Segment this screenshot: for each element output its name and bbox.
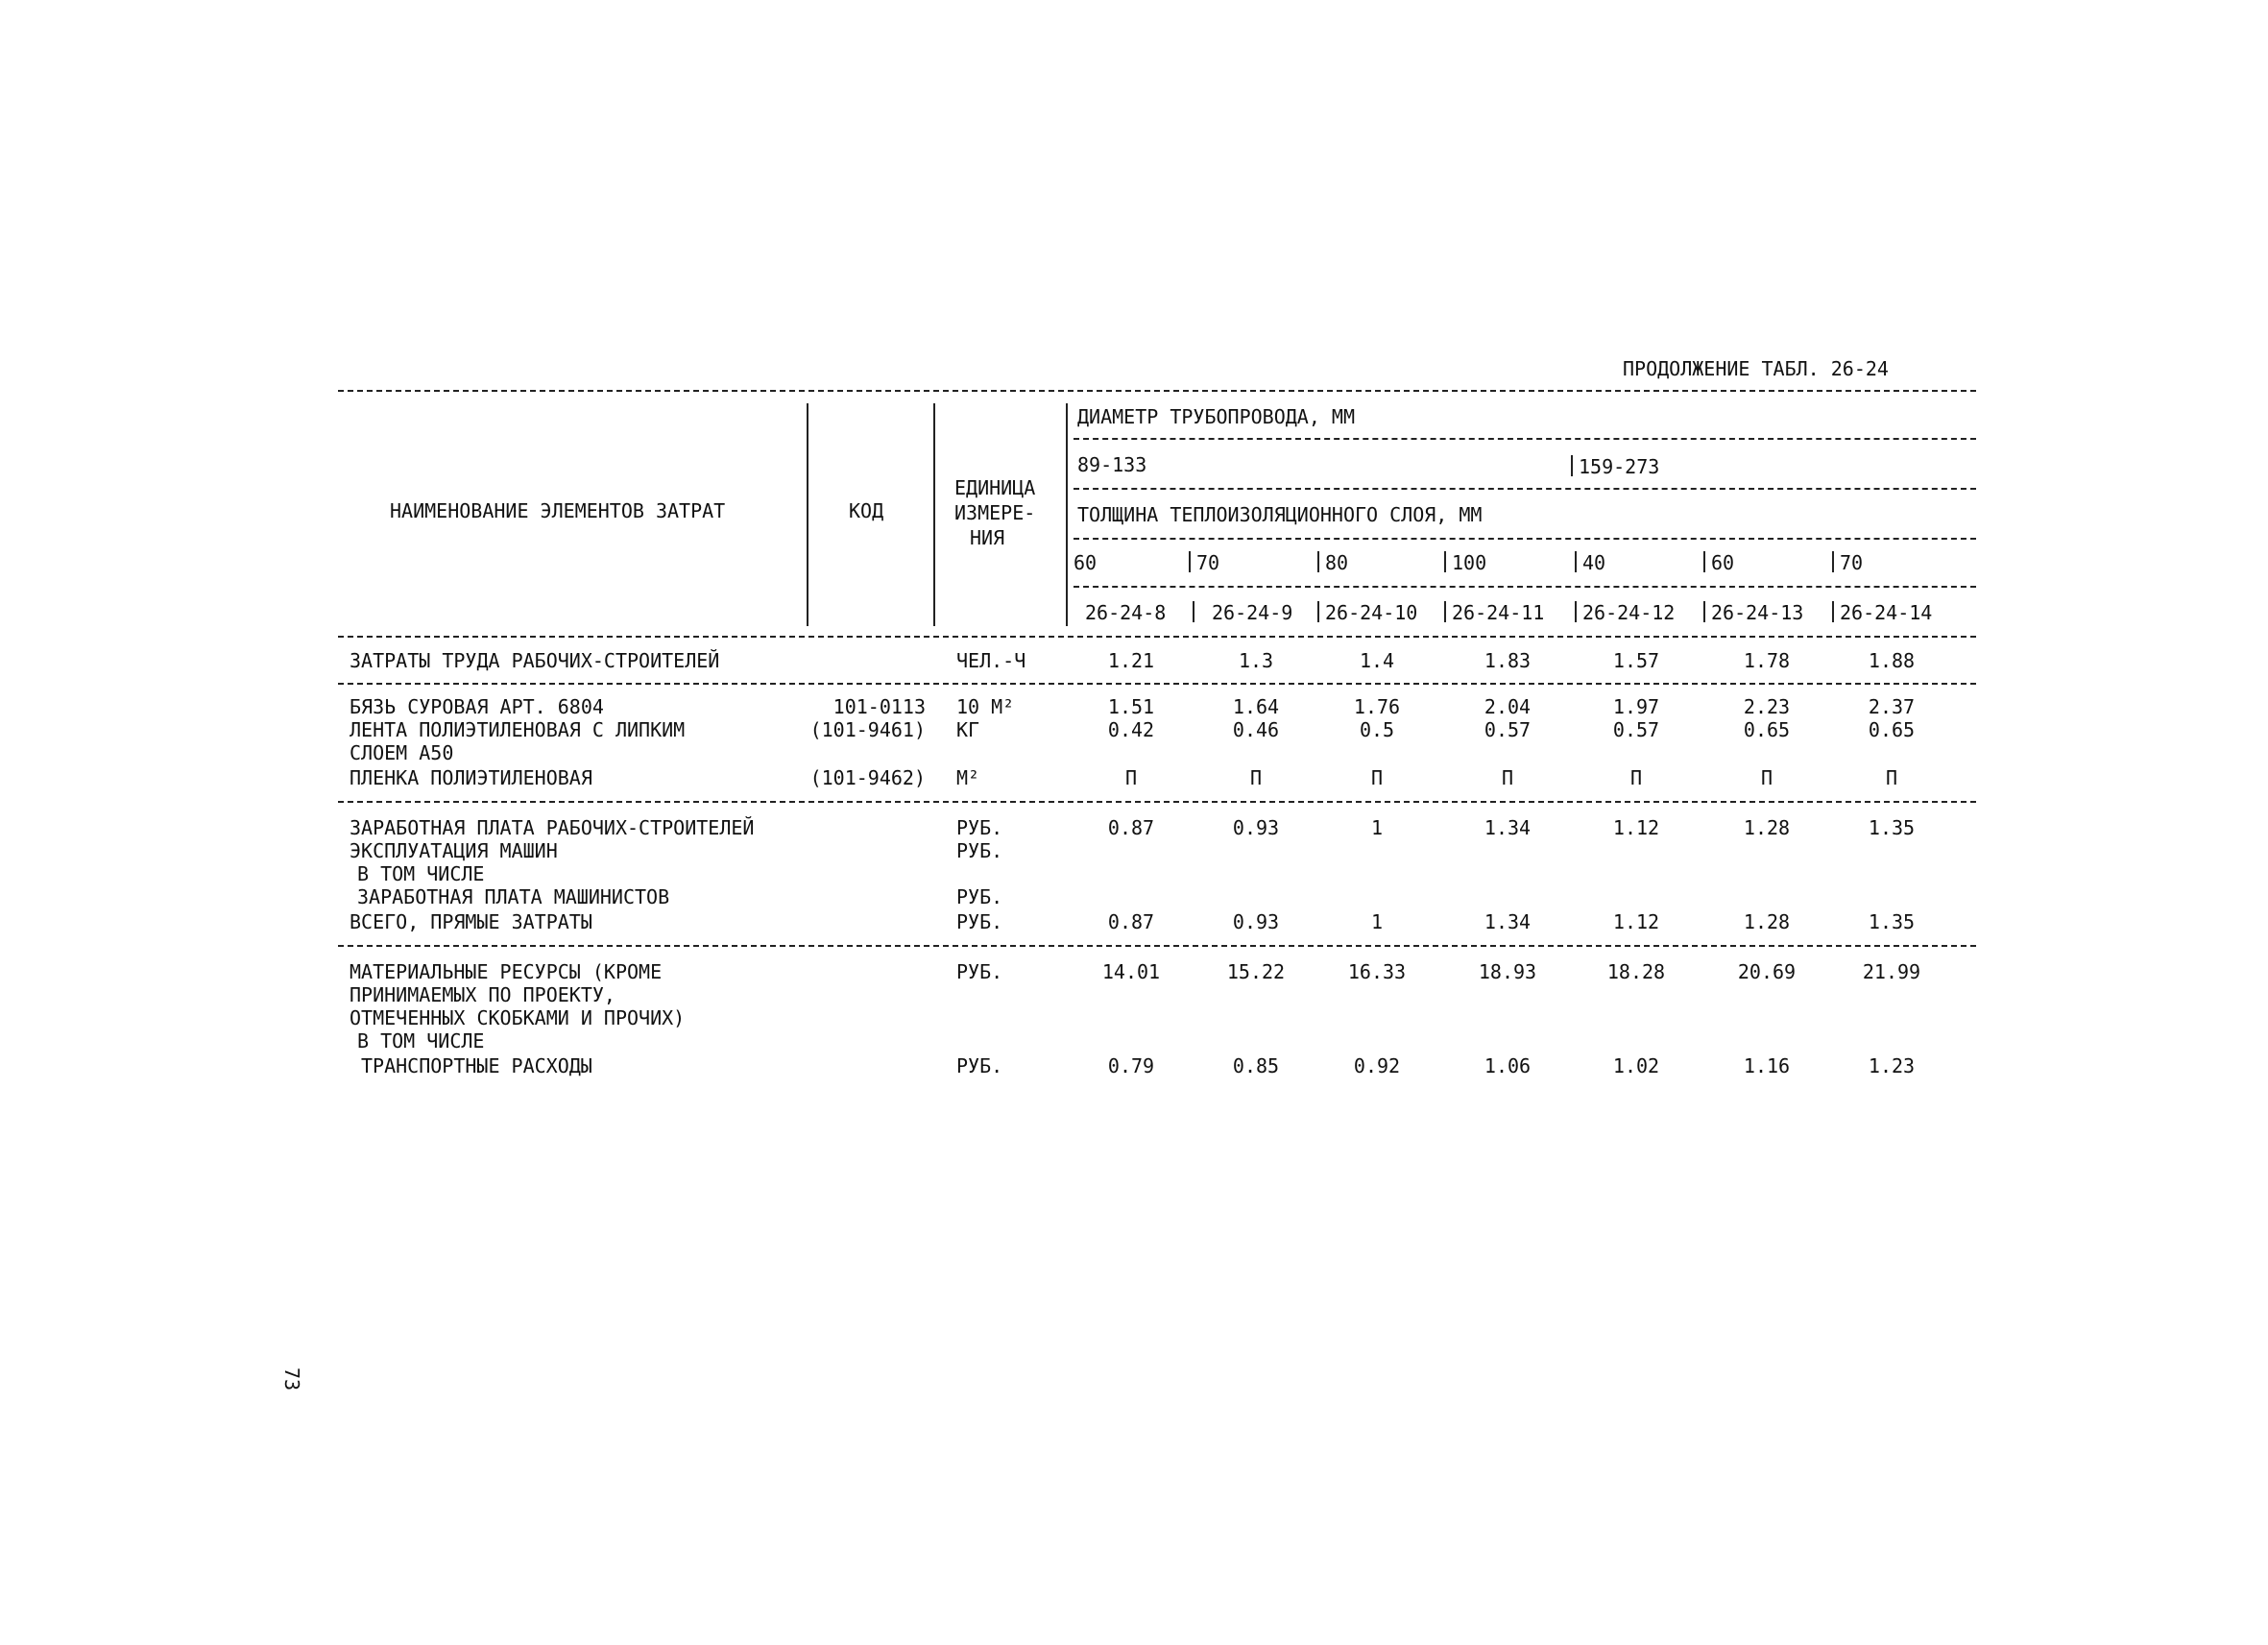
row-unit: ЧЕЛ.-Ч [956,649,1026,672]
row-value: 1.06 [1484,1054,1532,1077]
row-value: 1.78 [1743,649,1791,672]
row-value: 1.12 [1612,910,1660,933]
row-value: 0.46 [1232,718,1280,741]
row-value: 2.37 [1868,695,1916,718]
row-value: 1.97 [1612,695,1660,718]
rule-labor-bottom [338,683,1976,685]
row-value: П [1629,766,1643,789]
row-value: 1.88 [1868,649,1916,672]
thickness-6: 60 [1711,551,1735,574]
row-value: 0.93 [1232,816,1280,839]
row-name: ТРАНСПОРТНЫЕ РАСХОДЫ [361,1054,592,1077]
row-name: ЗАРАБОТНАЯ ПЛАТА РАБОЧИХ-СТРОИТЕЛЕЙ [350,816,755,839]
row-value: 0.87 [1107,910,1155,933]
row-code: (101-9462) [809,766,926,789]
row-value: 0.65 [1743,718,1791,741]
row-value: 1.34 [1484,816,1532,839]
vbar-th2 [1189,551,1191,572]
norm-code-1: 26-24-8 [1085,601,1167,624]
row-value: 20.69 [1737,960,1797,983]
row-value: 1 [1370,816,1384,839]
row-value: 0.93 [1232,910,1280,933]
norm-code-4: 26-24-11 [1452,601,1545,624]
row-value: 1.12 [1612,816,1660,839]
thickness-5: 40 [1582,551,1606,574]
row-value: 0.42 [1107,718,1155,741]
row-unit: РУБ. [956,910,1003,933]
thickness-7: 70 [1840,551,1864,574]
rule-header-bottom [338,636,1976,638]
row-value: 1.23 [1868,1054,1916,1077]
vbar-th5 [1575,551,1577,572]
diam-range-2: 159-273 [1579,455,1660,478]
row-value: 1.83 [1484,649,1532,672]
row-unit: РУБ. [956,839,1003,862]
row-value: 1.35 [1868,910,1916,933]
row-name: В ТОМ ЧИСЛЕ [357,1029,485,1052]
vbar-diam-range-2 [1571,455,1573,476]
row-value: 1.02 [1612,1054,1660,1077]
row-unit: РУБ. [956,1054,1003,1077]
row-name: ЗАТРАТЫ ТРУДА РАБОЧИХ-СТРОИТЕЛЕЙ [350,649,720,672]
vbar-code-unit [933,403,935,626]
vbar-th7 [1832,551,1834,572]
row-value: 0.87 [1107,816,1155,839]
row-value: 1.21 [1107,649,1155,672]
thickness-3: 80 [1325,551,1349,574]
row-value: 18.93 [1478,960,1537,983]
rule-wages-bottom [338,945,1976,947]
rule-top [338,390,1976,392]
row-value: 1.28 [1743,816,1791,839]
row-value: 0.5 [1359,718,1395,741]
row-value: 18.28 [1606,960,1666,983]
row-unit: 10 М² [956,695,1015,718]
continuation-label: ПРОДОЛЖЕНИЕ ТАБЛ. 26-24 [1623,357,1889,380]
row-name: ВСЕГО, ПРЯМЫЕ ЗАТРАТЫ [350,910,592,933]
row-name: МАТЕРИАЛЬНЫЕ РЕСУРСЫ (КРОМЕ [350,960,663,983]
row-value: 1.35 [1868,816,1916,839]
row-value: 16.33 [1347,960,1407,983]
rule-h4 [1074,586,1976,588]
thickness-header: ТОЛЩИНА ТЕПЛОИЗОЛЯЦИОННОГО СЛОЯ, ММ [1077,503,1483,526]
row-code: (101-9461) [809,718,926,741]
norm-code-7: 26-24-14 [1840,601,1933,624]
row-value: 21.99 [1862,960,1921,983]
row-name: ЛЕНТА ПОЛИЭТИЛЕНОВАЯ С ЛИПКИМ [350,718,686,741]
diam-range-1: 89-133 [1077,453,1147,476]
row-name: ЭКСПЛУАТАЦИЯ МАШИН [350,839,558,862]
row-unit: КГ [956,718,980,741]
row-value: 14.01 [1101,960,1161,983]
vbar-unit-data [1066,403,1068,626]
row-value: 1.3 [1238,649,1274,672]
row-name: БЯЗЬ СУРОВАЯ АРТ. 6804 [350,695,604,718]
row-name: ПЛЕНКА ПОЛИЭТИЛЕНОВАЯ [350,766,592,789]
vbar-c7 [1832,601,1834,622]
vbar-c4 [1444,601,1446,622]
rule-h1 [1074,438,1976,440]
row-value: 2.23 [1743,695,1791,718]
name-column-header: НАИМЕНОВАНИЕ ЭЛЕМЕНТОВ ЗАТРАТ [390,499,726,522]
vbar-name-code [807,403,808,626]
row-name: ЗАРАБОТНАЯ ПЛАТА МАШИНИСТОВ [357,885,670,908]
row-value: 1.76 [1353,695,1401,718]
row-name: СЛОЕМ А50 [350,741,454,764]
unit-column-header-1: ЕДИНИЦА [954,476,1036,499]
row-value: П [1760,766,1773,789]
row-value: 15.22 [1226,960,1286,983]
vbar-c5 [1575,601,1577,622]
row-value: П [1249,766,1263,789]
row-value: 0.65 [1868,718,1916,741]
vbar-c6 [1703,601,1705,622]
norm-code-2: 26-24-9 [1212,601,1293,624]
norm-code-5: 26-24-12 [1582,601,1676,624]
row-name: В ТОМ ЧИСЛЕ [357,862,485,885]
row-value: 1.64 [1232,695,1280,718]
unit-column-header-2: ИЗМЕРЕ- [954,501,1036,524]
vbar-th6 [1703,551,1705,572]
row-value: 0.57 [1484,718,1532,741]
thickness-4: 100 [1452,551,1487,574]
row-unit: РУБ. [956,816,1003,839]
row-value: 0.92 [1353,1054,1401,1077]
diameter-header: ДИАМЕТР ТРУБОПРОВОДА, ММ [1077,405,1355,428]
row-value: 1.4 [1359,649,1395,672]
page-number: 73 [280,1367,303,1391]
rule-h2 [1074,488,1976,490]
rule-materials-bottom [338,801,1976,803]
thickness-2: 70 [1196,551,1220,574]
row-code: 101-0113 [832,695,926,718]
row-unit: М² [956,766,980,789]
row-value: П [1124,766,1138,789]
unit-column-header-3: НИЯ [970,526,1005,549]
row-value: П [1370,766,1384,789]
row-value: 0.79 [1107,1054,1155,1077]
vbar-th4 [1444,551,1446,572]
vbar-c2 [1193,601,1194,622]
row-value: 1.16 [1743,1054,1791,1077]
norm-code-3: 26-24-10 [1325,601,1418,624]
vbar-th3 [1317,551,1319,572]
row-value: 1.57 [1612,649,1660,672]
rule-h3 [1074,538,1976,540]
thickness-1: 60 [1074,551,1098,574]
row-value: П [1885,766,1898,789]
row-value: 0.57 [1612,718,1660,741]
row-value: 1.28 [1743,910,1791,933]
vbar-c3 [1317,601,1319,622]
code-column-header: КОД [849,499,884,522]
row-value: 0.85 [1232,1054,1280,1077]
row-name: ПРИНИМАЕМЫХ ПО ПРОЕКТУ, [350,983,615,1006]
row-value: 1.51 [1107,695,1155,718]
norm-code-6: 26-24-13 [1711,601,1804,624]
row-value: 1 [1370,910,1384,933]
row-name: ОТМЕЧЕННЫХ СКОБКАМИ И ПРОЧИХ) [350,1006,686,1029]
row-unit: РУБ. [956,885,1003,908]
row-unit: РУБ. [956,960,1003,983]
row-value: 2.04 [1484,695,1532,718]
row-value: П [1501,766,1514,789]
row-value: 1.34 [1484,910,1532,933]
